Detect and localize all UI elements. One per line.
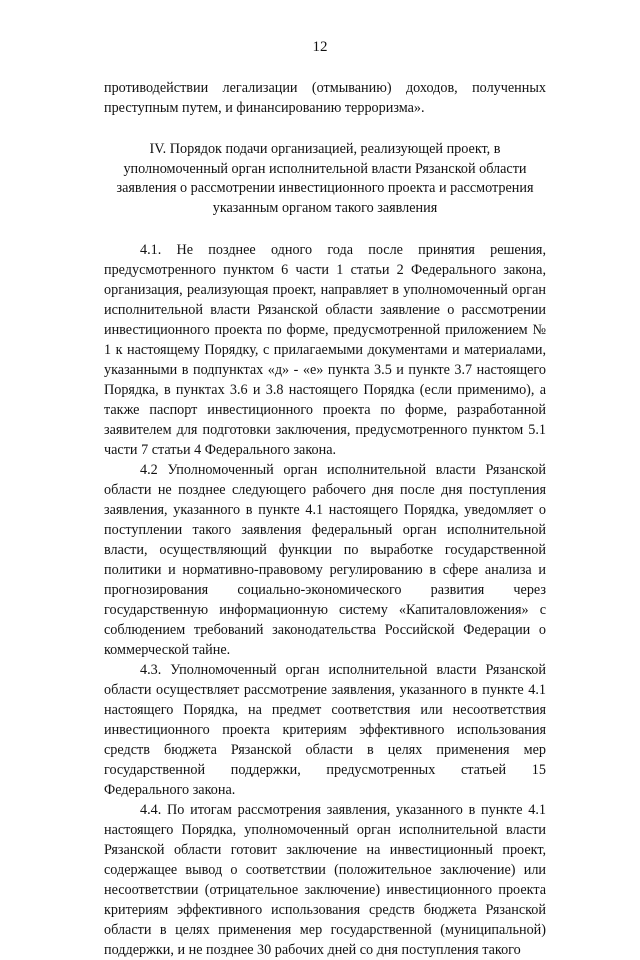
section-title: IV. Порядок подачи организацией, реализующей проект, в уполномоченный орган исполнительной власти Рязанской области заявления о рассмотрении инвестиционного проекта и рассмотрения указанным органом такого заявления: [116, 141, 534, 216]
page-number: 12: [312, 39, 328, 55]
intro-paragraph: противодействии легализации (отмыванию) доходов, полученных преступным путем, и финансированию терроризма».: [104, 80, 546, 116]
paragraph-4-2: 4.2 Уполномоченный орган исполнительной власти Рязанской области не позднее следующего рабочего дня после дня поступления заявления, указанного в пункте 4.1 настоящего Порядка, уведомляет о поступлении такого заявления федеральный орган исполнительной власти, осуществляющий функции по выработке государственной политики и нормативно-правовому регулированию в сфере анализа и прогнозирования социально-экономического развития через государственную информационную систему «Капиталовложения» с соблюдением требований законодательства Российской Федерации о коммерческой тайне.: [104, 462, 546, 658]
document-body: [104, 78, 546, 960]
paragraph-4-1: 4.1. Не позднее одного года после принятия решения, предусмотренного пунктом 6 части 1 статьи 2 Федерального закона, организация, реализующая проект, направляет в уполномоченный орган исполнительной власти Рязанской области заявление о рассмотрении инвестиционного проекта по форме, предусмотренной приложением № 1 к настоящему Порядку, с прилагаемыми документами и материалами, указанными в подпунктах «д» - «е» пункта 3.5 и пункте 3.7 настоящего Порядка, в пунктах 3.6 и 3.8 настоящего Порядка (если применимо), а также паспорт инвестиционного проекта по форме, разработанной заявителем для подготовки заключения, предусмотренного пунктом 5.1 части 7 статьи 4 Федерального закона.: [104, 242, 546, 458]
paragraph-4-4: 4.4. По итогам рассмотрения заявления, указанного в пункте 4.1 настоящего Порядка, уполномоченный орган исполнительной власти Рязанской области готовит заключение на инвестиционный проект, содержащее вывод о соответствии (положительное заключение) или несоответствии (отрицательное заключение) инвестиционного проекта критериям эффективного использования средств бюджета Рязанской области в целях применения мер государственной (муниципальной) поддержки, и не позднее 30 рабочих дней со дня поступления такого: [104, 802, 546, 958]
paragraph-4-3: 4.3. Уполномоченный орган исполнительной власти Рязанской области осуществляет рассмотрение заявления, указанного в пункте 4.1 настоящего Порядка, на предмет соответствия или несоответствия инвестиционного проекта критериям эффективного использования средств бюджета Рязанской области в целях применения мер государственной поддержки, предусмотренных статьей 15 Федерального закона.: [104, 662, 546, 798]
